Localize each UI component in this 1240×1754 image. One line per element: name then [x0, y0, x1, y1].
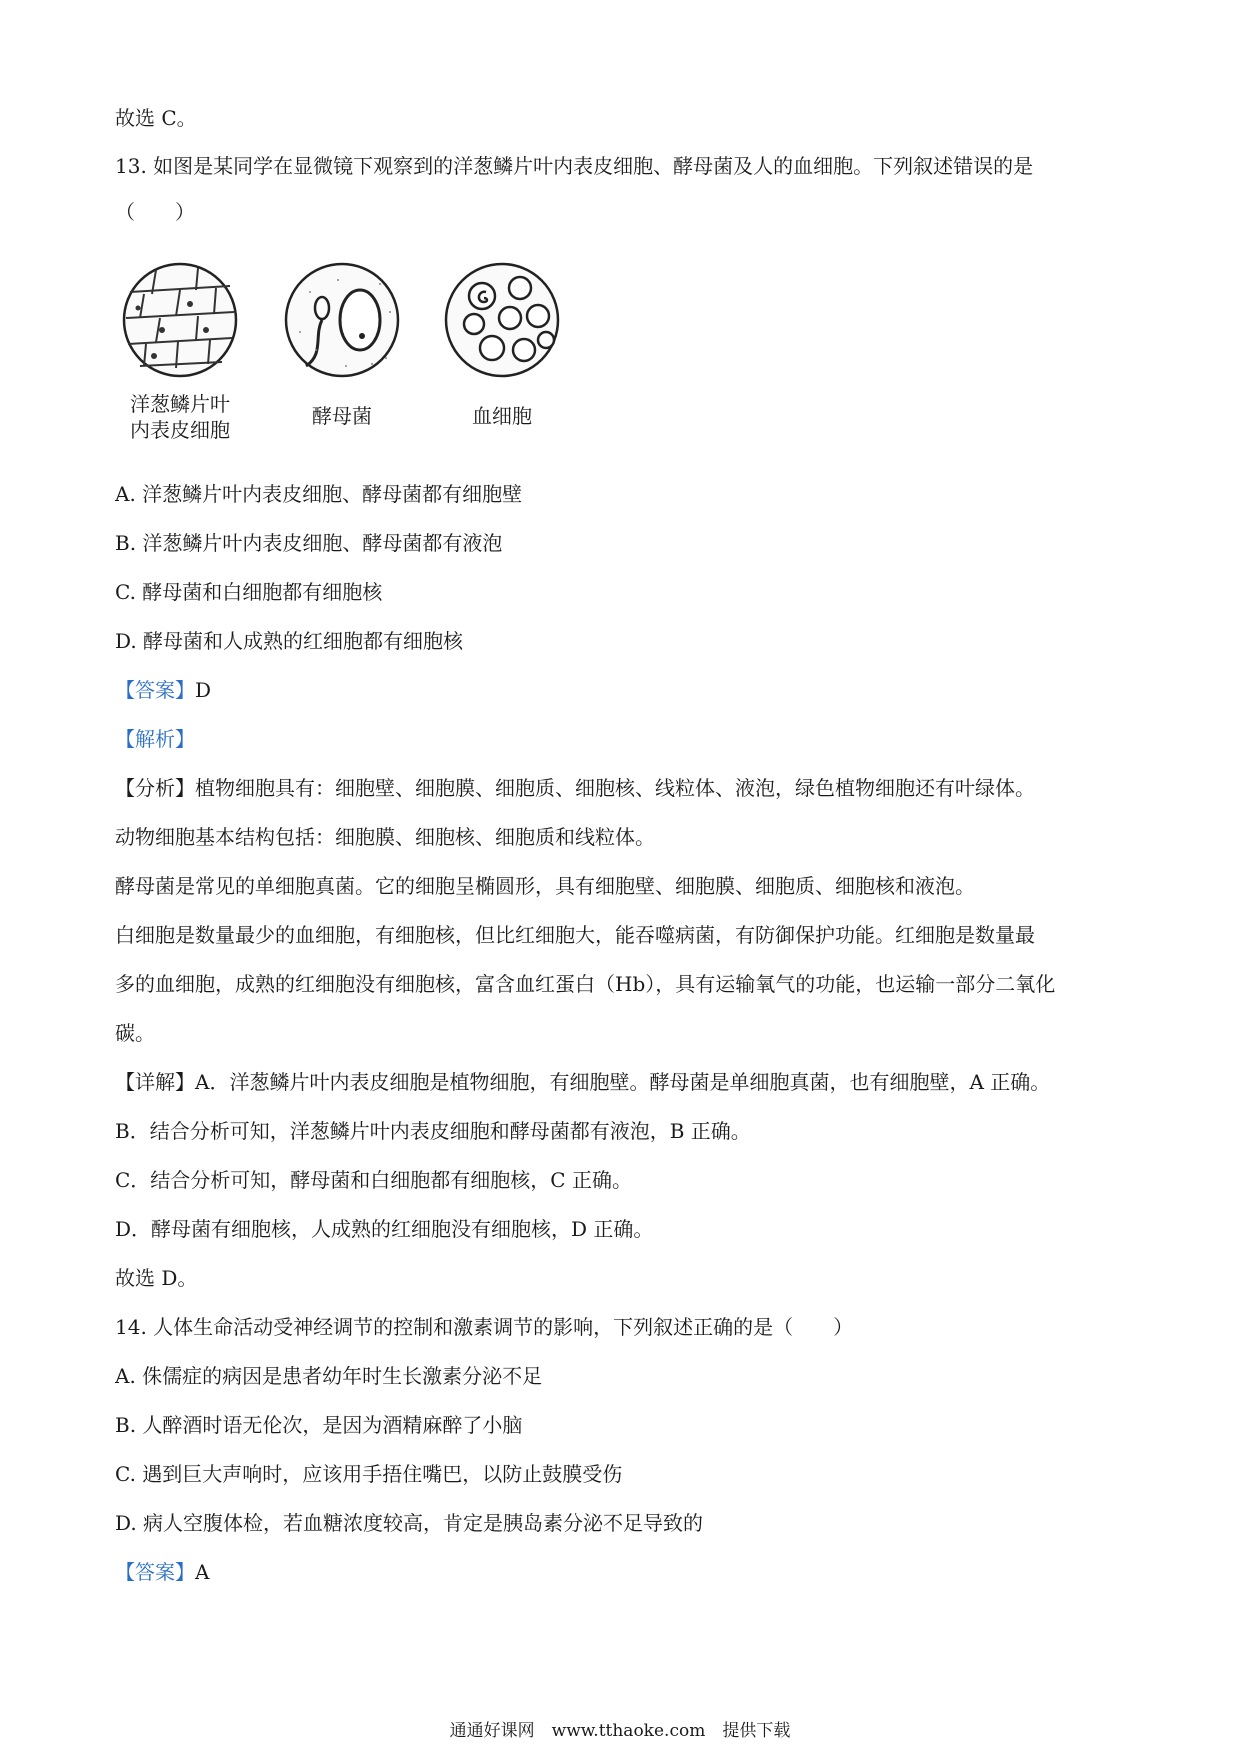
fenxi-line-4b: 多的血细胞，成熟的红细胞没有细胞核，富含血红蛋白（Hb），具有运输氧气的功能，也运输一部分二氧化 — [115, 972, 1056, 996]
fenxi-line-1 — [115, 774, 1035, 802]
q13-option-b: B. 洋葱鳞片叶内表皮细胞、酵母菌都有液泡 — [115, 531, 503, 555]
fenxi-text-1: 植物细胞具有：细胞壁、细胞膜、细胞质、细胞核、线粒体、液泡，绿色植物细胞还有叶绿体。 — [195, 776, 1035, 800]
answer-tag: 【答案】 — [115, 678, 195, 702]
q14-option-a: A. 侏儒症的病因是患者幼年时生长激素分泌不足 — [115, 1364, 543, 1388]
q14-answer-value: A — [195, 1560, 210, 1584]
q13-blank: （ ） — [115, 200, 195, 224]
page-footer: 通通好课网 www.tthaoke.com 提供下载 — [449, 1721, 791, 1741]
q13-option-a: A. 洋葱鳞片叶内表皮细胞、酵母菌都有细胞壁 — [115, 482, 523, 506]
q14-stem: 14. 人体生命活动受神经调节的控制和激素调节的影响，下列叙述正确的是（ ） — [115, 1315, 854, 1339]
onion-cell-icon — [124, 264, 236, 376]
cell-figure-illustration — [110, 262, 570, 382]
prev-conclusion: 故选 C。 — [115, 106, 197, 130]
xiangjie-line-d: D．酵母菌有细胞核，人成熟的红细胞没有细胞核，D 正确。 — [115, 1217, 654, 1241]
q13-conclusion: 故选 D。 — [115, 1266, 198, 1290]
cell-figure — [110, 262, 570, 462]
q14-option-d: D. 病人空腹体检，若血糖浓度较高，肯定是胰岛素分泌不足导致的 — [115, 1511, 704, 1535]
fenxi-tag: 【分析】 — [115, 776, 195, 800]
q13-stem: 13. 如图是某同学在显微镜下观察到的洋葱鳞片叶内表皮细胞、酵母菌及人的血细胞。下列叙述错误的是 — [115, 154, 1034, 178]
blood-label: 血细胞 — [472, 404, 532, 428]
fenxi-line-2: 动物细胞基本结构包括：细胞膜、细胞核、细胞质和线粒体。 — [115, 825, 655, 849]
fenxi-line-3: 酵母菌是常见的单细胞真菌。它的细胞呈椭圆形，具有细胞壁、细胞膜、细胞质、细胞核和液泡。 — [115, 874, 975, 898]
q14-answer — [115, 1558, 209, 1586]
q13-answer — [115, 676, 211, 704]
analysis-tag: 【解析】 — [115, 727, 195, 751]
q14-option-c: C. 遇到巨大声响时，应该用手捂住嘴巴，以防止鼓膜受伤 — [115, 1462, 623, 1486]
q14-option-b: B. 人醉酒时语无伦次，是因为酒精麻醉了小脑 — [115, 1413, 523, 1437]
blood-cell-icon — [446, 264, 558, 376]
xiangjie-text-a: A．洋葱鳞片叶内表皮细胞是植物细胞，有细胞壁。酵母菌是单细胞真菌，也有细胞壁，A 正确。 — [195, 1070, 1051, 1094]
q13-option-c: C. 酵母菌和白细胞都有细胞核 — [115, 580, 383, 604]
xiangjie-line-c: C．结合分析可知，酵母菌和白细胞都有细胞核，C 正确。 — [115, 1168, 632, 1192]
q14-answer-tag: 【答案】 — [115, 1560, 195, 1584]
xiangjie-line-b: B．结合分析可知，洋葱鳞片叶内表皮细胞和酵母菌都有液泡，B 正确。 — [115, 1119, 751, 1143]
xiangjie-tag: 【详解】 — [115, 1070, 195, 1094]
onion-label-line1: 洋葱鳞片叶 — [130, 392, 230, 416]
onion-label-line2: 内表皮细胞 — [130, 418, 230, 442]
xiangjie-line-a — [115, 1068, 1050, 1096]
fenxi-line-4c: 碳。 — [115, 1021, 155, 1045]
fenxi-line-4a: 白细胞是数量最少的血细胞，有细胞核，但比红细胞大，能吞噬病菌，有防御保护功能。红细胞是数量最 — [115, 923, 1035, 947]
yeast-cell-icon — [286, 264, 398, 376]
yeast-label: 酵母菌 — [312, 404, 372, 428]
q13-option-d: D. 酵母菌和人成熟的红细胞都有细胞核 — [115, 629, 464, 653]
answer-value: D — [195, 678, 212, 702]
